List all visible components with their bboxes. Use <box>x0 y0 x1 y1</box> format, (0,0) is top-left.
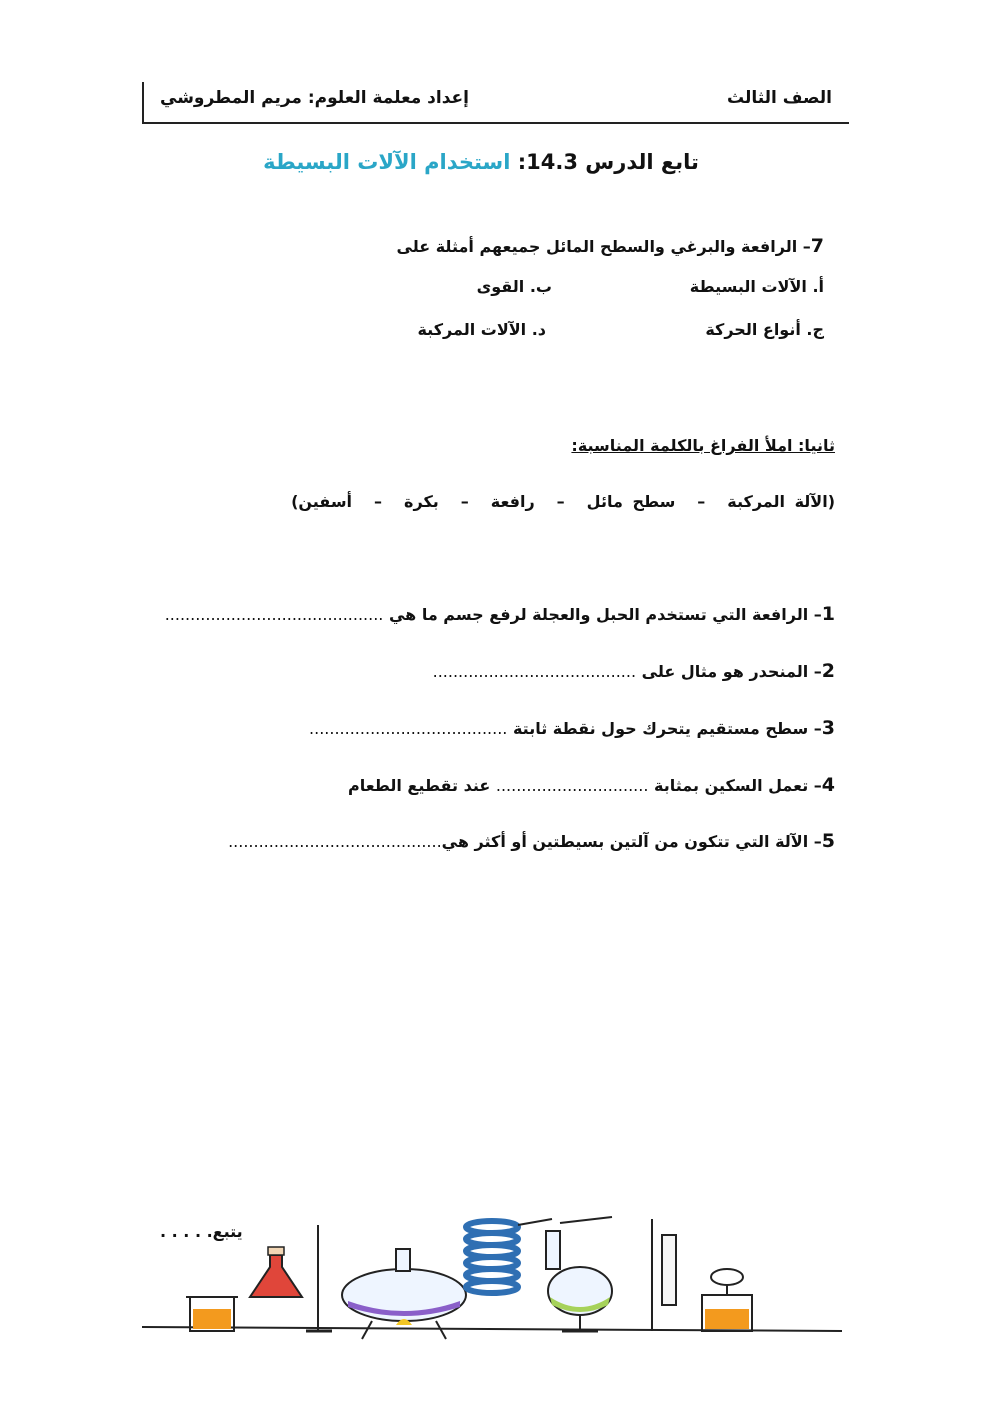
word-bank <box>291 492 835 511</box>
fill-item <box>165 603 835 625</box>
test-tube-icon <box>652 1219 676 1331</box>
item-text: – الرافعة التي تستخدم الحبل والعجلة لرفع جسم ما هي <box>388 605 822 624</box>
question-number: 7 <box>810 235 824 257</box>
word-bank-item: (الآلة المركبة <box>727 492 835 511</box>
word-bank-item: بكرة <box>404 492 439 511</box>
item-text: – المنحدر هو مثال على <box>641 662 822 681</box>
lesson-topic: استخدام الآلات البسيطة <box>263 150 511 174</box>
item-number: 5 <box>821 830 835 852</box>
round-flask-icon <box>342 1249 466 1339</box>
tube-line <box>518 1219 552 1225</box>
author-label: إعداد معلمة العلوم: مريم المطروشي <box>160 88 469 108</box>
word-separator: – <box>556 492 565 511</box>
distillation-flask-icon <box>546 1217 612 1331</box>
answer-blank[interactable]: .............................. <box>495 776 649 795</box>
lab-equipment-illustration <box>142 1205 847 1345</box>
word-separator: – <box>460 492 469 511</box>
word-bank-item: أسفين) <box>291 492 353 511</box>
option-c[interactable]: ج. أنواع الحركة <box>705 320 824 339</box>
fill-item <box>348 774 835 796</box>
item-number: 2 <box>821 660 835 682</box>
header-divider <box>142 122 849 124</box>
beaker-icon <box>186 1297 238 1331</box>
item-text: – الآلة التي تتكون من آلتين بسيطتين أو أكثر هي <box>441 832 822 851</box>
item-number: 1 <box>821 603 835 625</box>
item-number: 4 <box>821 774 835 796</box>
item-text: – سطح مستقيم يتحرك حول نقطة ثابتة <box>512 719 822 738</box>
answer-blank[interactable]: .......................................... <box>228 832 442 851</box>
item-text-after: عند تقطيع الطعام <box>348 776 491 795</box>
question-7 <box>397 235 825 257</box>
word-separator: – <box>697 492 706 511</box>
header-divider-vertical <box>142 82 144 124</box>
continued-note: يتبع. . . . . <box>160 1222 243 1241</box>
item-text: – تعمل السكين بمثابة <box>654 776 822 795</box>
answer-blank[interactable]: ........................................... <box>164 605 384 624</box>
answer-blank[interactable]: ........................................ <box>432 662 637 681</box>
lesson-number: تابع الدرس 14.3: <box>517 150 699 174</box>
word-bank-item: سطح مائل <box>586 492 676 511</box>
conical-flask-icon <box>250 1247 302 1297</box>
question-text: – الرافعة والبرغي والسطح المائل جميعهم أمثلة على <box>396 237 811 256</box>
fill-item <box>228 830 835 852</box>
fill-item <box>309 717 835 739</box>
beaker-icon <box>702 1269 752 1331</box>
word-bank-item: رافعة <box>490 492 535 511</box>
stand-icon <box>306 1225 332 1331</box>
answer-blank[interactable]: ....................................... <box>309 719 508 738</box>
option-b[interactable]: ب. القوى <box>476 277 552 296</box>
grade-label: الصف الثالث <box>726 88 832 108</box>
option-a[interactable]: أ. الآلات البسيطة <box>689 277 824 296</box>
item-number: 3 <box>821 717 835 739</box>
fill-item <box>433 660 835 682</box>
word-separator: – <box>374 492 383 511</box>
section-heading: ثانيا: املأ الفراغ بالكلمة المناسبة: <box>571 436 835 455</box>
coil-condenser-icon <box>466 1221 518 1293</box>
option-d[interactable]: د. الآلات المركبة <box>417 320 546 339</box>
lesson-title <box>0 150 962 174</box>
